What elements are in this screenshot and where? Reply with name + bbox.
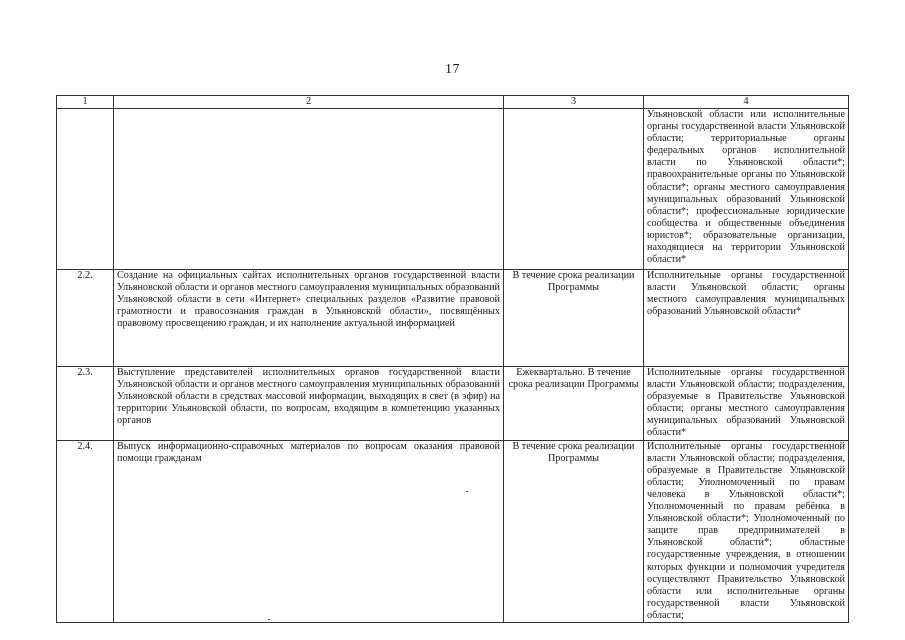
scan-speck — [268, 619, 270, 620]
deadline-cell: В течение срока реализации Программы — [504, 270, 644, 367]
page-number: 17 — [445, 62, 460, 77]
table-header-row — [57, 96, 849, 109]
column-header-deadline: 3 — [504, 96, 644, 109]
table-row-2-2 — [57, 270, 849, 367]
event-cell: Создание на официальных сайтах исполнительных органов государственной власти Ульяновской области и органов местного самоуправления муниципальных образований Ульяновской области в сети «Интернет» специальных разделов «Развитие правовой грамотности и правосознания граждан в Ульяновской области», посвящённых правовому просвещению граждан, и их наполнение актуальной информацией — [114, 270, 504, 367]
event-cell: Выступление представителей исполнительных органов государственной власти Ульяновской области и органов местного самоуправления муниципальных образований Ульяновской области в средствах массовой информации, выходящих в свет (в эфир) на территории Ульяновской области, по вопросам, входящим в компетенцию указанных органов — [114, 367, 504, 441]
executors-cell: Исполнительные органы государственной власти Ульяновской области; органы местного самоуправления муниципальных образований Ульяновской области* — [644, 270, 849, 367]
row-number-cell: 2.4. — [57, 440, 114, 622]
event-cell — [114, 109, 504, 270]
deadline-cell: Ежеквартально. В течение срока реализации Программы — [504, 367, 644, 441]
table-row-2-3 — [57, 367, 849, 441]
deadline-cell: В течение срока реализации Программы — [504, 440, 644, 622]
row-number-cell: 2.2. — [57, 270, 114, 367]
scan-speck — [466, 491, 468, 492]
executors-cell: Исполнительные органы государственной власти Ульяновской области; подразделения, образуемые в Правительстве Ульяновской области; Уполномоченный по правам человека в Ульяновской области*; Уполномоченный по правам ребёнка в Ульяновской области*; Уполномоченный по защите прав предпринимателей в Ульяновской области*; областные государственные учреждения, в отношении которых функции и полномочия учредителя осуществляют Правительство Ульяновской области или исполнительные органы государственной власти Ульяновской области; — [644, 440, 849, 622]
column-header-executors: 4 — [644, 96, 849, 109]
table-row-continuation — [57, 109, 849, 270]
row-number-cell: 2.3. — [57, 367, 114, 441]
row-number-cell — [57, 109, 114, 270]
deadline-cell — [504, 109, 644, 270]
event-cell: Выпуск информационно-справочных материалов по вопросам оказания правовой помощи гражданам — [114, 440, 504, 622]
table-row-2-4 — [57, 440, 849, 622]
column-header-number: 1 — [57, 96, 114, 109]
column-header-event: 2 — [114, 96, 504, 109]
executors-cell: Ульяновской области или исполнительные органы государственной власти Ульяновской области; территориальные органы федеральных органов исполнительной власти по Ульяновской области*; правоохранительные органы по Ульяновской области*; органы местного самоуправления муниципальных образований Ульяновской области*; профессиональные юридические сообщества и общественные объединения юристов*; образовательные организации, находящиеся на территории Ульяновской области* — [644, 109, 849, 270]
program-activities-table — [56, 95, 849, 623]
executors-cell: Исполнительные органы государственной власти Ульяновской области; подразделения, образуемые в Правительстве Ульяновской области; органы местного самоуправления муниципальных образований Ульяновской области* — [644, 367, 849, 441]
